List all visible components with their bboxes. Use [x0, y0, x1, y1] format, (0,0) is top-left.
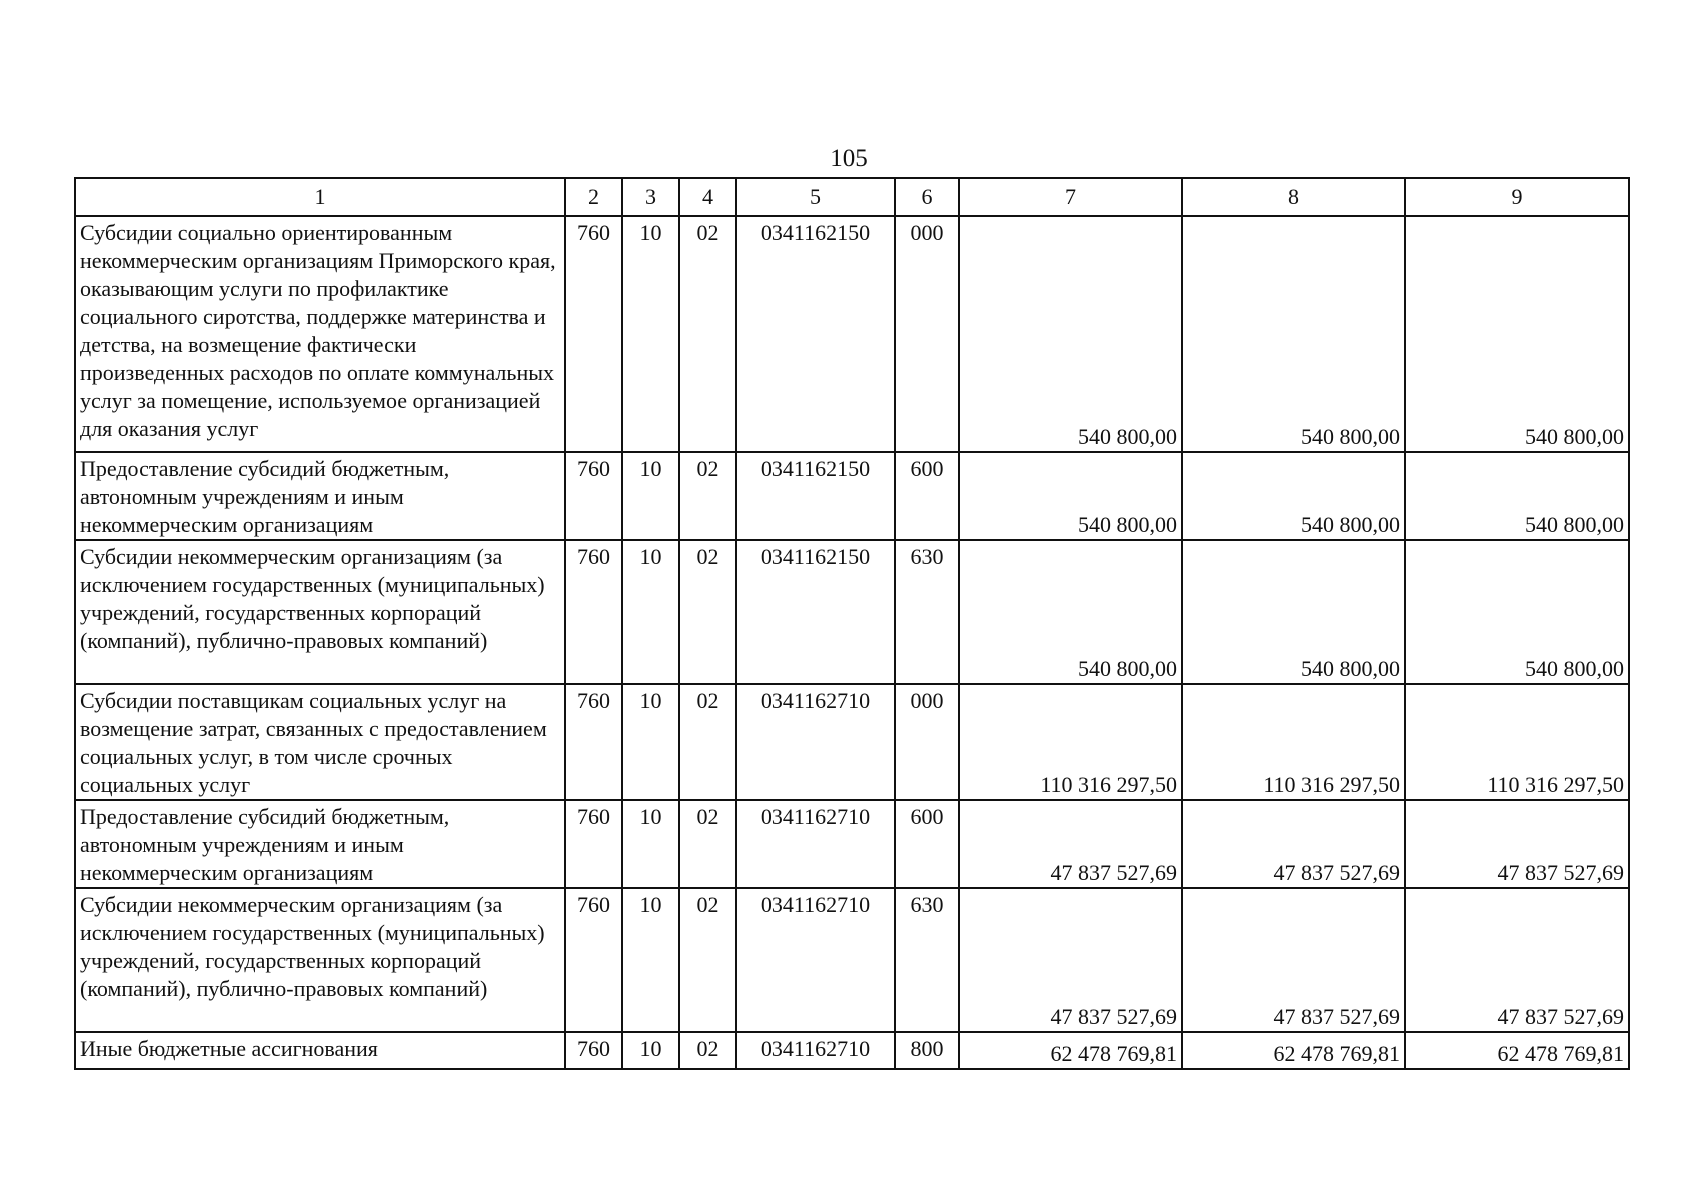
row-code-4: 02: [679, 216, 736, 452]
row-code-6: 600: [895, 800, 959, 888]
column-header-9: 9: [1405, 178, 1629, 216]
row-name: Субсидии социально ориентированным некоммерческим организациям Приморского края, оказывающим услуги по профилактике социального сиротства, поддержке материнства и детства, на возмещение фактически произведенных расходов по оплате коммунальных услуг за помещение, используемое организацией для оказания услуг: [75, 216, 565, 452]
row-name: Субсидии поставщикам социальных услуг на возмещение затрат, связанных с предоставлением социальных услуг, в том числе срочных социальных услуг: [75, 684, 565, 800]
column-header-6: 6: [895, 178, 959, 216]
row-amount-8: 110 316 297,50: [1182, 684, 1405, 800]
row-amount-7: 47 837 527,69: [959, 888, 1182, 1032]
row-code-4: 02: [679, 540, 736, 684]
column-header-2: 2: [565, 178, 622, 216]
row-amount-8: 47 837 527,69: [1182, 888, 1405, 1032]
row-code-4: 02: [679, 1032, 736, 1069]
row-amount-7: 110 316 297,50: [959, 684, 1182, 800]
row-code-6: 800: [895, 1032, 959, 1069]
row-amount-8: 540 800,00: [1182, 540, 1405, 684]
row-code-2: 760: [565, 800, 622, 888]
table-header-row: [75, 178, 1629, 216]
row-code-3: 10: [622, 216, 679, 452]
row-code-4: 02: [679, 888, 736, 1032]
row-amount-8: 47 837 527,69: [1182, 800, 1405, 888]
row-code-6: 000: [895, 216, 959, 452]
row-code-6: 000: [895, 684, 959, 800]
row-code-6: 600: [895, 452, 959, 540]
row-amount-9: 540 800,00: [1405, 452, 1629, 540]
row-amount-7: 540 800,00: [959, 216, 1182, 452]
row-amount-9: 47 837 527,69: [1405, 800, 1629, 888]
row-code-3: 10: [622, 888, 679, 1032]
budget-table: [74, 177, 1630, 1070]
row-code-2: 760: [565, 540, 622, 684]
row-code-2: 760: [565, 684, 622, 800]
row-code-4: 02: [679, 684, 736, 800]
row-code-3: 10: [622, 800, 679, 888]
row-code-5: 0341162710: [736, 684, 895, 800]
row-amount-8: 540 800,00: [1182, 216, 1405, 452]
table-row: [75, 888, 1629, 1032]
row-code-5: 0341162710: [736, 888, 895, 1032]
row-code-5: 0341162710: [736, 800, 895, 888]
row-name: Предоставление субсидий бюджетным, автономным учреждениям и иным некоммерческим организациям: [75, 452, 565, 540]
row-amount-9: 47 837 527,69: [1405, 888, 1629, 1032]
row-code-2: 760: [565, 1032, 622, 1069]
row-code-4: 02: [679, 452, 736, 540]
column-header-5: 5: [736, 178, 895, 216]
row-name: Иные бюджетные ассигнования: [75, 1032, 565, 1069]
row-code-5: 0341162710: [736, 1032, 895, 1069]
table-row: [75, 684, 1629, 800]
row-code-5: 0341162150: [736, 216, 895, 452]
row-code-2: 760: [565, 452, 622, 540]
table-row: [75, 540, 1629, 684]
row-code-5: 0341162150: [736, 540, 895, 684]
row-code-4: 02: [679, 800, 736, 888]
row-code-3: 10: [622, 684, 679, 800]
table-row: [75, 216, 1629, 452]
column-header-4: 4: [679, 178, 736, 216]
row-amount-9: 540 800,00: [1405, 540, 1629, 684]
page-number: 105: [830, 145, 868, 172]
row-amount-7: 62 478 769,81: [959, 1032, 1182, 1069]
row-code-6: 630: [895, 888, 959, 1032]
row-amount-9: 62 478 769,81: [1405, 1032, 1629, 1069]
row-name: Предоставление субсидий бюджетным, автономным учреждениям и иным некоммерческим организациям: [75, 800, 565, 888]
row-amount-9: 540 800,00: [1405, 216, 1629, 452]
row-code-3: 10: [622, 1032, 679, 1069]
column-header-8: 8: [1182, 178, 1405, 216]
row-amount-8: 62 478 769,81: [1182, 1032, 1405, 1069]
row-code-2: 760: [565, 888, 622, 1032]
row-code-6: 630: [895, 540, 959, 684]
table-row: [75, 800, 1629, 888]
row-code-5: 0341162150: [736, 452, 895, 540]
row-amount-7: 540 800,00: [959, 452, 1182, 540]
table-row: [75, 452, 1629, 540]
row-amount-9: 110 316 297,50: [1405, 684, 1629, 800]
column-header-1: 1: [75, 178, 565, 216]
row-name: Субсидии некоммерческим организациям (за исключением государственных (муниципальных) учреждений, государственных корпораций (компаний), публично-правовых компаний): [75, 540, 565, 684]
row-code-3: 10: [622, 540, 679, 684]
row-amount-8: 540 800,00: [1182, 452, 1405, 540]
row-code-2: 760: [565, 216, 622, 452]
row-code-3: 10: [622, 452, 679, 540]
row-name: Субсидии некоммерческим организациям (за исключением государственных (муниципальных) учреждений, государственных корпораций (компаний), публично-правовых компаний): [75, 888, 565, 1032]
row-amount-7: 47 837 527,69: [959, 800, 1182, 888]
table-row: [75, 1032, 1629, 1069]
column-header-3: 3: [622, 178, 679, 216]
column-header-7: 7: [959, 178, 1182, 216]
row-amount-7: 540 800,00: [959, 540, 1182, 684]
